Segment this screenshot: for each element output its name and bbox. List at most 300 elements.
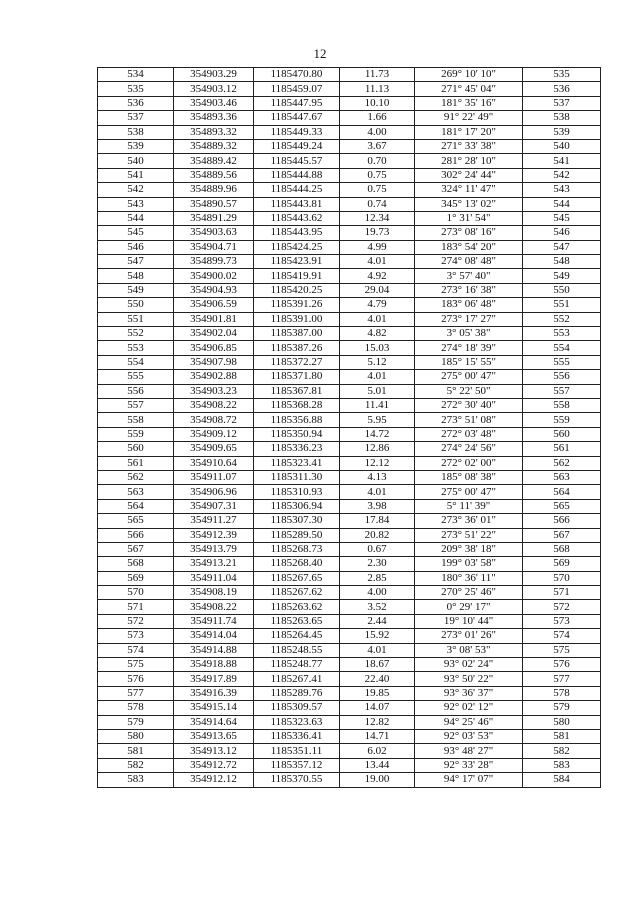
cell-distance: 11.41 xyxy=(340,398,415,412)
cell-coord-y: 1185423.91 xyxy=(254,255,340,269)
cell-coord-x: 354903.46 xyxy=(174,96,254,110)
cell-coord-x: 354908.72 xyxy=(174,413,254,427)
cell-coord-y: 1185356.88 xyxy=(254,413,340,427)
cell-coord-y: 1185357.12 xyxy=(254,758,340,772)
cell-point-from: 545 xyxy=(98,226,174,240)
cell-point-from: 534 xyxy=(98,68,174,82)
table-row xyxy=(98,701,601,715)
cell-bearing: 94° 17' 07" xyxy=(415,773,523,787)
cell-coord-y: 1185444.25 xyxy=(254,183,340,197)
cell-bearing: 91° 22' 49" xyxy=(415,111,523,125)
cell-point-to: 570 xyxy=(523,571,601,585)
cell-coord-y: 1185391.26 xyxy=(254,298,340,312)
cell-coord-y: 1185371.80 xyxy=(254,370,340,384)
cell-point-to: 547 xyxy=(523,240,601,254)
cell-bearing: 281° 28' 10" xyxy=(415,154,523,168)
cell-bearing: 19° 10' 44" xyxy=(415,614,523,628)
cell-point-to: 564 xyxy=(523,485,601,499)
cell-distance: 4.00 xyxy=(340,586,415,600)
table-row xyxy=(98,614,601,628)
cell-point-from: 536 xyxy=(98,96,174,110)
cell-point-from: 582 xyxy=(98,758,174,772)
cell-coord-x: 354904.71 xyxy=(174,240,254,254)
cell-coord-x: 354902.88 xyxy=(174,370,254,384)
cell-coord-y: 1185445.57 xyxy=(254,154,340,168)
cell-point-from: 554 xyxy=(98,355,174,369)
cell-bearing: 302° 24' 44" xyxy=(415,168,523,182)
cell-point-to: 567 xyxy=(523,528,601,542)
cell-point-from: 579 xyxy=(98,715,174,729)
cell-bearing: 93° 36' 37" xyxy=(415,686,523,700)
cell-point-to: 551 xyxy=(523,298,601,312)
cell-coord-y: 1185424.25 xyxy=(254,240,340,254)
cell-bearing: 92° 02' 12" xyxy=(415,701,523,715)
cell-coord-x: 354913.79 xyxy=(174,542,254,556)
cell-point-to: 541 xyxy=(523,154,601,168)
cell-coord-x: 354899.73 xyxy=(174,255,254,269)
cell-coord-x: 354909.65 xyxy=(174,442,254,456)
cell-point-from: 556 xyxy=(98,384,174,398)
cell-point-from: 558 xyxy=(98,413,174,427)
cell-point-from: 544 xyxy=(98,211,174,225)
cell-point-from: 557 xyxy=(98,398,174,412)
cell-point-from: 567 xyxy=(98,542,174,556)
cell-coord-y: 1185449.24 xyxy=(254,139,340,153)
cell-point-to: 578 xyxy=(523,686,601,700)
cell-coord-x: 354911.74 xyxy=(174,614,254,628)
cell-coord-y: 1185391.00 xyxy=(254,312,340,326)
table-row xyxy=(98,542,601,556)
cell-distance: 10.10 xyxy=(340,96,415,110)
cell-point-from: 535 xyxy=(98,82,174,96)
cell-distance: 22.40 xyxy=(340,672,415,686)
page-number: 12 xyxy=(313,46,327,61)
cell-coord-y: 1185372.27 xyxy=(254,355,340,369)
cell-coord-x: 354906.59 xyxy=(174,298,254,312)
cell-point-to: 537 xyxy=(523,96,601,110)
cell-coord-x: 354913.21 xyxy=(174,557,254,571)
cell-distance: 2.44 xyxy=(340,614,415,628)
cell-distance: 14.72 xyxy=(340,427,415,441)
cell-bearing: 272° 02' 00" xyxy=(415,456,523,470)
cell-point-from: 564 xyxy=(98,499,174,513)
cell-bearing: 3° 57' 40" xyxy=(415,269,523,283)
cell-distance: 1.66 xyxy=(340,111,415,125)
table-row xyxy=(98,125,601,139)
cell-point-to: 548 xyxy=(523,255,601,269)
cell-point-from: 548 xyxy=(98,269,174,283)
cell-bearing: 5° 11' 39" xyxy=(415,499,523,513)
cell-distance: 3.67 xyxy=(340,139,415,153)
cell-point-to: 577 xyxy=(523,672,601,686)
cell-point-to: 581 xyxy=(523,729,601,743)
cell-point-to: 580 xyxy=(523,715,601,729)
table-row xyxy=(98,600,601,614)
table-row xyxy=(98,327,601,341)
cell-coord-x: 354902.04 xyxy=(174,327,254,341)
cell-point-to: 542 xyxy=(523,168,601,182)
cell-point-to: 558 xyxy=(523,398,601,412)
table-row xyxy=(98,111,601,125)
cell-coord-x: 354903.23 xyxy=(174,384,254,398)
table-row xyxy=(98,744,601,758)
table-row xyxy=(98,729,601,743)
coordinates-table-body xyxy=(98,68,601,788)
cell-bearing: 199° 03' 58" xyxy=(415,557,523,571)
cell-point-to: 561 xyxy=(523,442,601,456)
cell-coord-y: 1185443.95 xyxy=(254,226,340,240)
cell-distance: 19.85 xyxy=(340,686,415,700)
cell-distance: 0.75 xyxy=(340,168,415,182)
cell-distance: 2.30 xyxy=(340,557,415,571)
cell-coord-y: 1185449.33 xyxy=(254,125,340,139)
cell-bearing: 271° 33' 38" xyxy=(415,139,523,153)
cell-bearing: 1° 31' 54" xyxy=(415,211,523,225)
cell-coord-y: 1185351.11 xyxy=(254,744,340,758)
cell-coord-x: 354893.36 xyxy=(174,111,254,125)
cell-distance: 18.67 xyxy=(340,658,415,672)
cell-point-from: 577 xyxy=(98,686,174,700)
cell-distance: 11.73 xyxy=(340,68,415,82)
table-row xyxy=(98,427,601,441)
cell-coord-x: 354890.57 xyxy=(174,197,254,211)
cell-point-from: 580 xyxy=(98,729,174,743)
cell-point-to: 582 xyxy=(523,744,601,758)
cell-bearing: 272° 03' 48" xyxy=(415,427,523,441)
table-row xyxy=(98,672,601,686)
cell-distance: 14.07 xyxy=(340,701,415,715)
cell-point-to: 563 xyxy=(523,470,601,484)
cell-coord-x: 354889.96 xyxy=(174,183,254,197)
cell-coord-x: 354918.88 xyxy=(174,658,254,672)
cell-point-to: 554 xyxy=(523,341,601,355)
cell-point-to: 557 xyxy=(523,384,601,398)
cell-distance: 4.82 xyxy=(340,327,415,341)
cell-coord-x: 354916.39 xyxy=(174,686,254,700)
cell-point-from: 537 xyxy=(98,111,174,125)
cell-coord-y: 1185306.94 xyxy=(254,499,340,513)
coordinates-table xyxy=(97,67,601,788)
cell-bearing: 269° 10' 10" xyxy=(415,68,523,82)
cell-coord-y: 1185336.23 xyxy=(254,442,340,456)
cell-coord-x: 354910.64 xyxy=(174,456,254,470)
cell-bearing: 345° 13' 02" xyxy=(415,197,523,211)
cell-bearing: 92° 33' 28" xyxy=(415,758,523,772)
cell-coord-y: 1185336.41 xyxy=(254,729,340,743)
cell-coord-x: 354912.12 xyxy=(174,773,254,787)
cell-point-to: 573 xyxy=(523,614,601,628)
cell-distance: 4.01 xyxy=(340,312,415,326)
table-row xyxy=(98,442,601,456)
cell-distance: 6.02 xyxy=(340,744,415,758)
cell-bearing: 271° 45' 04" xyxy=(415,82,523,96)
cell-distance: 4.99 xyxy=(340,240,415,254)
cell-distance: 17.84 xyxy=(340,514,415,528)
cell-distance: 15.92 xyxy=(340,629,415,643)
cell-bearing: 185° 15' 55" xyxy=(415,355,523,369)
cell-coord-x: 354907.31 xyxy=(174,499,254,513)
cell-coord-y: 1185387.00 xyxy=(254,327,340,341)
table-row xyxy=(98,514,601,528)
table-row xyxy=(98,139,601,153)
table-row xyxy=(98,355,601,369)
cell-point-to: 574 xyxy=(523,629,601,643)
cell-point-to: 556 xyxy=(523,370,601,384)
cell-point-from: 576 xyxy=(98,672,174,686)
cell-distance: 12.12 xyxy=(340,456,415,470)
cell-coord-x: 354893.32 xyxy=(174,125,254,139)
table-row xyxy=(98,341,601,355)
cell-point-from: 574 xyxy=(98,643,174,657)
cell-point-to: 543 xyxy=(523,183,601,197)
cell-coord-y: 1185309.57 xyxy=(254,701,340,715)
table-row xyxy=(98,154,601,168)
cell-distance: 5.12 xyxy=(340,355,415,369)
cell-distance: 5.95 xyxy=(340,413,415,427)
cell-point-from: 566 xyxy=(98,528,174,542)
cell-bearing: 185° 08' 38" xyxy=(415,470,523,484)
table-row xyxy=(98,715,601,729)
cell-coord-y: 1185447.95 xyxy=(254,96,340,110)
cell-point-from: 573 xyxy=(98,629,174,643)
cell-point-from: 572 xyxy=(98,614,174,628)
cell-point-from: 547 xyxy=(98,255,174,269)
cell-coord-x: 354904.93 xyxy=(174,283,254,297)
cell-bearing: 273° 51' 22" xyxy=(415,528,523,542)
cell-distance: 29.04 xyxy=(340,283,415,297)
cell-distance: 11.13 xyxy=(340,82,415,96)
cell-coord-x: 354906.96 xyxy=(174,485,254,499)
cell-coord-y: 1185310.93 xyxy=(254,485,340,499)
cell-bearing: 93° 48' 27" xyxy=(415,744,523,758)
cell-point-from: 546 xyxy=(98,240,174,254)
cell-point-from: 543 xyxy=(98,197,174,211)
cell-coord-x: 354914.88 xyxy=(174,643,254,657)
cell-bearing: 274° 08' 48" xyxy=(415,255,523,269)
cell-distance: 3.98 xyxy=(340,499,415,513)
cell-bearing: 274° 24' 56" xyxy=(415,442,523,456)
cell-coord-y: 1185248.77 xyxy=(254,658,340,672)
cell-distance: 3.52 xyxy=(340,600,415,614)
table-row xyxy=(98,226,601,240)
cell-point-to: 572 xyxy=(523,600,601,614)
cell-point-to: 555 xyxy=(523,355,601,369)
cell-bearing: 209° 38' 18" xyxy=(415,542,523,556)
cell-point-to: 544 xyxy=(523,197,601,211)
cell-bearing: 0° 29' 17" xyxy=(415,600,523,614)
cell-coord-y: 1185268.40 xyxy=(254,557,340,571)
cell-bearing: 180° 36' 11" xyxy=(415,571,523,585)
cell-coord-y: 1185311.30 xyxy=(254,470,340,484)
cell-coord-x: 354906.85 xyxy=(174,341,254,355)
cell-point-from: 553 xyxy=(98,341,174,355)
table-row xyxy=(98,197,601,211)
cell-distance: 13.44 xyxy=(340,758,415,772)
cell-coord-x: 354908.19 xyxy=(174,586,254,600)
cell-bearing: 181° 17' 20" xyxy=(415,125,523,139)
cell-point-from: 569 xyxy=(98,571,174,585)
cell-coord-x: 354901.81 xyxy=(174,312,254,326)
cell-distance: 12.82 xyxy=(340,715,415,729)
cell-distance: 19.00 xyxy=(340,773,415,787)
table-row xyxy=(98,456,601,470)
table-row xyxy=(98,528,601,542)
cell-point-from: 581 xyxy=(98,744,174,758)
cell-distance: 0.75 xyxy=(340,183,415,197)
table-row xyxy=(98,629,601,643)
cell-point-from: 551 xyxy=(98,312,174,326)
cell-point-from: 570 xyxy=(98,586,174,600)
cell-coord-x: 354914.04 xyxy=(174,629,254,643)
cell-point-to: 569 xyxy=(523,557,601,571)
cell-point-from: 560 xyxy=(98,442,174,456)
cell-point-to: 583 xyxy=(523,758,601,772)
cell-point-to: 535 xyxy=(523,68,601,82)
cell-point-from: 575 xyxy=(98,658,174,672)
cell-bearing: 273° 51' 08" xyxy=(415,413,523,427)
cell-point-to: 576 xyxy=(523,658,601,672)
table-row xyxy=(98,68,601,82)
table-row xyxy=(98,168,601,182)
table-row xyxy=(98,571,601,585)
cell-coord-x: 354912.39 xyxy=(174,528,254,542)
cell-coord-x: 354903.29 xyxy=(174,68,254,82)
cell-coord-x: 354914.64 xyxy=(174,715,254,729)
cell-point-to: 545 xyxy=(523,211,601,225)
cell-coord-x: 354908.22 xyxy=(174,600,254,614)
cell-coord-x: 354903.12 xyxy=(174,82,254,96)
cell-point-to: 536 xyxy=(523,82,601,96)
cell-point-from: 541 xyxy=(98,168,174,182)
cell-coord-x: 354891.29 xyxy=(174,211,254,225)
cell-coord-y: 1185443.62 xyxy=(254,211,340,225)
cell-distance: 5.01 xyxy=(340,384,415,398)
table-row xyxy=(98,96,601,110)
cell-bearing: 273° 01' 26" xyxy=(415,629,523,643)
table-row xyxy=(98,298,601,312)
cell-distance: 19.73 xyxy=(340,226,415,240)
cell-point-to: 579 xyxy=(523,701,601,715)
cell-distance: 4.01 xyxy=(340,255,415,269)
cell-point-from: 559 xyxy=(98,427,174,441)
table-row xyxy=(98,643,601,657)
cell-coord-y: 1185267.65 xyxy=(254,571,340,585)
table-row xyxy=(98,398,601,412)
cell-bearing: 270° 25' 46" xyxy=(415,586,523,600)
cell-bearing: 92° 03' 53" xyxy=(415,729,523,743)
cell-bearing: 183° 06' 48" xyxy=(415,298,523,312)
cell-distance: 20.82 xyxy=(340,528,415,542)
table-row xyxy=(98,758,601,772)
cell-point-from: 565 xyxy=(98,514,174,528)
cell-bearing: 93° 50' 22" xyxy=(415,672,523,686)
table-row xyxy=(98,773,601,787)
table-row xyxy=(98,240,601,254)
cell-point-from: 549 xyxy=(98,283,174,297)
table-row xyxy=(98,255,601,269)
table-row xyxy=(98,413,601,427)
cell-coord-y: 1185419.91 xyxy=(254,269,340,283)
cell-bearing: 94° 25' 46" xyxy=(415,715,523,729)
cell-distance: 4.01 xyxy=(340,370,415,384)
cell-bearing: 272° 30' 40" xyxy=(415,398,523,412)
cell-coord-x: 354911.07 xyxy=(174,470,254,484)
cell-point-to: 538 xyxy=(523,111,601,125)
cell-distance: 4.13 xyxy=(340,470,415,484)
cell-coord-y: 1185444.88 xyxy=(254,168,340,182)
cell-bearing: 3° 05' 38" xyxy=(415,327,523,341)
cell-distance: 2.85 xyxy=(340,571,415,585)
cell-coord-y: 1185289.76 xyxy=(254,686,340,700)
cell-coord-x: 354903.63 xyxy=(174,226,254,240)
cell-distance: 12.86 xyxy=(340,442,415,456)
cell-point-from: 568 xyxy=(98,557,174,571)
cell-point-from: 561 xyxy=(98,456,174,470)
cell-coord-y: 1185323.41 xyxy=(254,456,340,470)
cell-coord-y: 1185263.65 xyxy=(254,614,340,628)
table-row xyxy=(98,283,601,297)
cell-bearing: 273° 17' 27" xyxy=(415,312,523,326)
cell-point-from: 571 xyxy=(98,600,174,614)
table-row xyxy=(98,470,601,484)
cell-distance: 12.34 xyxy=(340,211,415,225)
cell-coord-x: 354909.12 xyxy=(174,427,254,441)
cell-coord-y: 1185263.62 xyxy=(254,600,340,614)
cell-point-to: 553 xyxy=(523,327,601,341)
cell-point-to: 559 xyxy=(523,413,601,427)
table-row xyxy=(98,269,601,283)
cell-point-from: 538 xyxy=(98,125,174,139)
cell-point-to: 562 xyxy=(523,456,601,470)
cell-coord-y: 1185264.45 xyxy=(254,629,340,643)
cell-point-to: 565 xyxy=(523,499,601,513)
cell-point-from: 539 xyxy=(98,139,174,153)
cell-bearing: 324° 11' 47" xyxy=(415,183,523,197)
cell-coord-y: 1185447.67 xyxy=(254,111,340,125)
cell-coord-y: 1185267.41 xyxy=(254,672,340,686)
cell-bearing: 275° 00' 47" xyxy=(415,485,523,499)
table-row xyxy=(98,82,601,96)
cell-coord-x: 354889.56 xyxy=(174,168,254,182)
cell-coord-x: 354889.42 xyxy=(174,154,254,168)
cell-point-to: 560 xyxy=(523,427,601,441)
cell-bearing: 93° 02' 24" xyxy=(415,658,523,672)
cell-point-from: 542 xyxy=(98,183,174,197)
cell-distance: 4.92 xyxy=(340,269,415,283)
cell-bearing: 181° 35' 16" xyxy=(415,96,523,110)
cell-point-to: 549 xyxy=(523,269,601,283)
cell-bearing: 3° 08' 53" xyxy=(415,643,523,657)
cell-distance: 14.71 xyxy=(340,729,415,743)
cell-coord-x: 354911.04 xyxy=(174,571,254,585)
cell-point-to: 571 xyxy=(523,586,601,600)
cell-coord-y: 1185350.94 xyxy=(254,427,340,441)
cell-bearing: 5° 22' 50" xyxy=(415,384,523,398)
table-row xyxy=(98,312,601,326)
table-row xyxy=(98,686,601,700)
cell-coord-x: 354889.32 xyxy=(174,139,254,153)
cell-point-to: 550 xyxy=(523,283,601,297)
cell-point-from: 540 xyxy=(98,154,174,168)
cell-coord-x: 354913.12 xyxy=(174,744,254,758)
cell-coord-x: 354911.27 xyxy=(174,514,254,528)
cell-point-to: 539 xyxy=(523,125,601,139)
cell-coord-y: 1185268.73 xyxy=(254,542,340,556)
table-row xyxy=(98,557,601,571)
cell-coord-y: 1185459.07 xyxy=(254,82,340,96)
cell-point-from: 562 xyxy=(98,470,174,484)
cell-coord-y: 1185307.30 xyxy=(254,514,340,528)
